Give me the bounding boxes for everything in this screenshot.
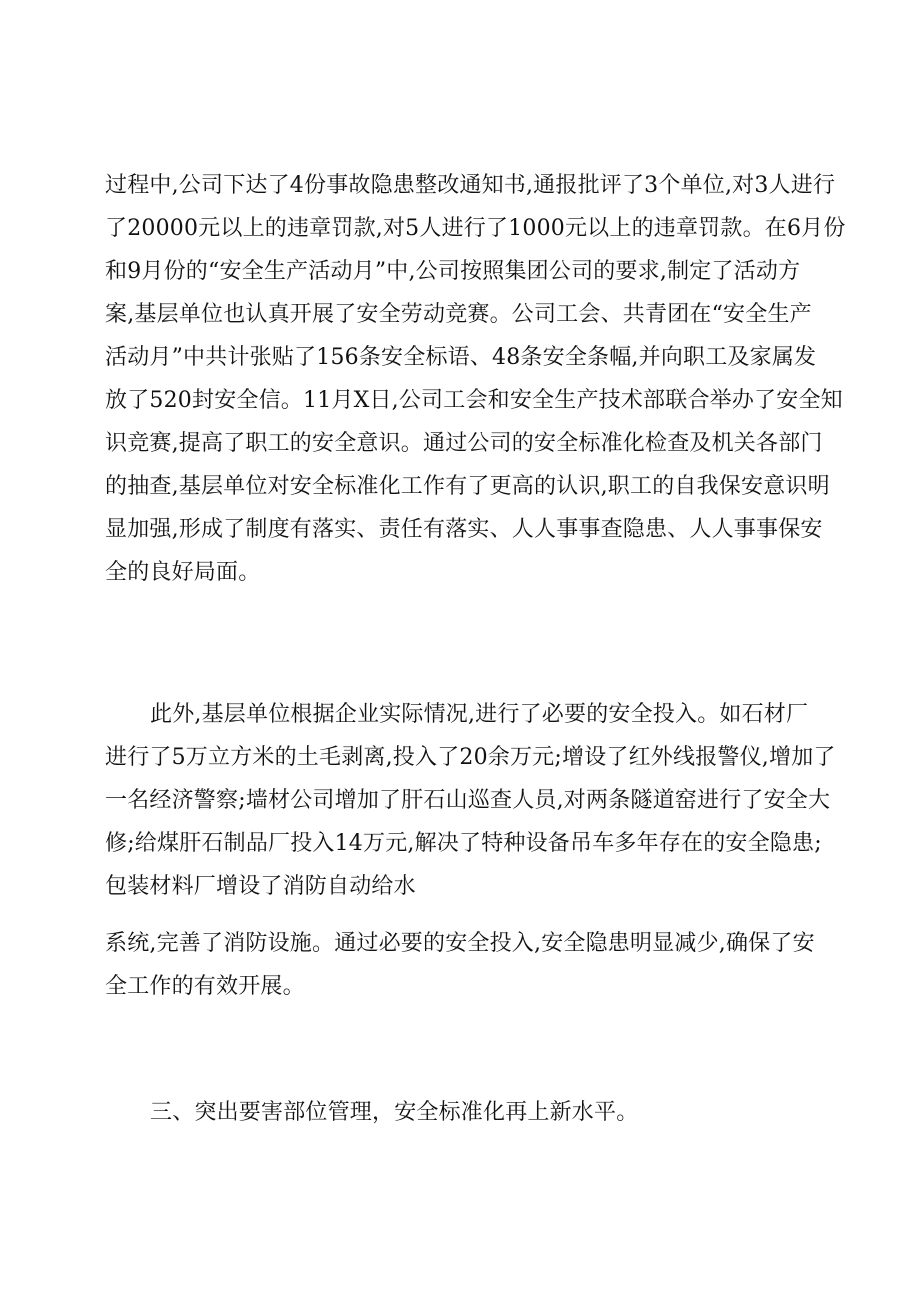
- paragraph-line: 显加强,形成了制度有落实、责任有落实、人人事事查隐患、人人事事保安: [105, 517, 823, 542]
- paragraph-line: 和9月份的“安全生产活动月”中,公司按照集团公司的要求,制定了活动方: [105, 259, 801, 284]
- paragraph-line: 了20000元以上的违章罚款,对5人进行了1000元以上的违章罚款。在6月份: [105, 216, 846, 241]
- paragraph-line: 活动月”中共计张贴了156条安全标语、48条安全条幅,并向职工及家属发: [105, 345, 817, 370]
- paragraph-line: 全的良好局面。: [105, 560, 261, 585]
- paragraph-line: 的抽查,基层单位对安全标准化工作有了更高的认识,职工的自我保安意识明: [105, 474, 830, 499]
- paragraph-line: 包装材料厂增设了消防自动给水: [105, 874, 416, 899]
- paragraph-line: 放了520封安全信。11月X日,公司工会和安全生产技术部联合举办了安全知: [105, 388, 843, 413]
- paragraph-line: 过程中,公司下达了4份事故隐患整改通知书,通报批评了3个单位,对3人进行: [105, 173, 836, 198]
- paragraph-line: 全工作的有效开展。: [105, 974, 305, 999]
- paragraph-line: 此外,基层单位根据企业实际情况,进行了必要的安全投入。如石材厂: [150, 702, 809, 727]
- section-heading: 三、突出要害部位管理，安全标准化再上新水平。: [150, 1100, 639, 1125]
- paragraph-line: 修;给煤肝石制品厂投入14万元,解决了特种设备吊车多年存在的安全隐患;: [105, 831, 822, 856]
- paragraph-line: 系统,完善了消防设施。通过必要的安全投入,安全隐患明显减少,确保了安: [105, 931, 815, 956]
- paragraph-line: 识竞赛,提高了职工的安全意识。通过公司的安全标准化检查及机关各部门: [105, 431, 823, 456]
- paragraph-line: 一名经济警察;墙材公司增加了肝石山巡查人员,对两条隧道窑进行了安全大: [105, 788, 831, 813]
- paragraph-line: 进行了5万立方米的土毛剥离,投入了20余万元;增设了红外线报警仪,增加了: [105, 745, 836, 770]
- paragraph-line: 案,基层单位也认真开展了安全劳动竞赛。公司工会、共青团在“安全生产: [105, 302, 812, 327]
